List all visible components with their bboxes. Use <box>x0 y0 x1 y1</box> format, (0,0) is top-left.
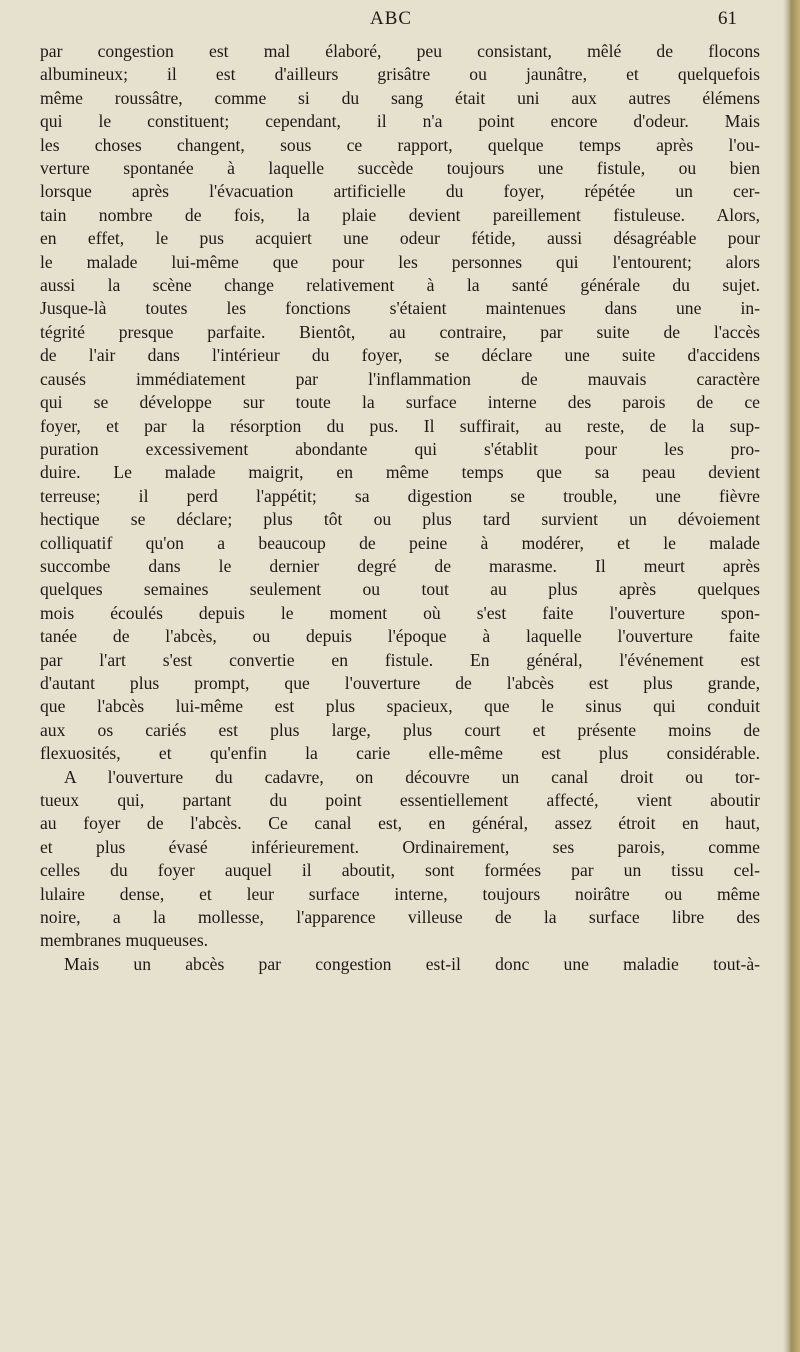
text-line: au foyer de l'abcès. Ce canal est, en général, assez étroit en haut, <box>40 813 760 834</box>
text-line: Mais un abcès par congestion est-il donc une maladie tout-à- <box>64 953 760 974</box>
text-line: d'autant plus prompt, que l'ouverture de l'abcès est plus grande, <box>40 672 760 693</box>
text-line: par congestion est mal élaboré, peu consistant, mêlé de flocons <box>40 41 760 61</box>
text-line: qui se développe sur toute la surface interne des parois de ce <box>40 392 760 413</box>
text-line: membranes muqueuses. <box>40 930 209 951</box>
page-edge <box>783 0 800 1352</box>
text-line: en effet, le pus acquiert une odeur fétide, aussi désagréable pour <box>40 228 760 249</box>
text-line: succombe dans le dernier degré de marasme. Il meurt après <box>40 555 760 576</box>
text-line: de l'air dans l'intérieur du foyer, se déclare une suite d'accidens <box>40 345 760 366</box>
text-line: tanée de l'abcès, ou depuis l'époque à laquelle l'ouverture faite <box>40 626 760 647</box>
text-line: mois écoulés depuis le moment où s'est faite l'ouverture spon- <box>40 602 760 623</box>
text-line: lorsque après l'évacuation artificielle du foyer, répétée un cer- <box>40 181 760 202</box>
text-line: verture spontanée à laquelle succède toujours une fistule, ou bien <box>40 158 760 179</box>
text-line: qui le constituent; cependant, il n'a point encore d'odeur. Mais <box>40 111 760 132</box>
text-line: lulaire dense, et leur surface interne, toujours noirâtre ou même <box>40 883 760 904</box>
text-line: foyer, et par la résorption du pus. Il suffirait, au reste, de la sup- <box>40 415 760 436</box>
text-line: tueux qui, partant du point essentiellement affecté, vient aboutir <box>40 790 760 810</box>
text-line: noire, a la mollesse, l'apparence villeuse de la surface libre des <box>40 907 760 928</box>
text-line: causés immédiatement par l'inflammation de mauvais caractère <box>40 368 760 389</box>
text-line: tégrité presque parfaite. Bientôt, au contraire, par suite de l'accès <box>40 321 760 342</box>
text-line: quelques semaines seulement ou tout au plus après quelques <box>40 579 760 600</box>
running-head-title: ABC <box>370 8 413 29</box>
text-line: celles du foyer auquel il aboutit, sont formées par un tissu cel- <box>40 860 760 881</box>
text-line: terreuse; il perd l'appétit; sa digestion se trouble, une fièvre <box>40 485 760 506</box>
text-line: albumineux; il est d'ailleurs grisâtre ou jaunâtre, et quelquefois <box>40 64 760 85</box>
text-line: les choses changent, sous ce rapport, quelque temps après l'ou- <box>40 134 760 155</box>
text-line: A l'ouverture du cadavre, on découvre un canal droit ou tor- <box>64 766 760 787</box>
text-line: même roussâtre, comme si du sang était uni aux autres élémens <box>40 87 760 108</box>
body-text <box>40 40 760 976</box>
text-line: par l'art s'est convertie en fistule. En général, l'événement est <box>40 649 760 670</box>
text-line: flexuosités, et qu'enfin la carie elle-même est plus considérable. <box>40 743 760 764</box>
text-line: puration excessivement abondante qui s'établit pour les pro- <box>40 438 760 459</box>
text-line: aux os cariés est plus large, plus court et présente moins de <box>40 719 760 740</box>
text-line: tain nombre de fois, la plaie devient pareillement fistuleuse. Alors, <box>40 204 760 225</box>
text-line: colliquatif qu'on a beaucoup de peine à modérer, et le malade <box>40 532 760 553</box>
text-line: et plus évasé inférieurement. Ordinairement, ses parois, comme <box>40 836 760 857</box>
text-line: le malade lui-même que pour les personnes qui l'entourent; alors <box>40 251 760 272</box>
text-line: hectique se déclare; plus tôt ou plus tard survient un dévoiement <box>40 509 760 530</box>
text-line: duire. Le malade maigrit, en même temps que sa peau devient <box>40 462 760 483</box>
text-line: Jusque-là toutes les fonctions s'étaient maintenues dans une in- <box>40 298 760 319</box>
text-line: aussi la scène change relativement à la santé générale du sujet. <box>40 275 760 296</box>
text-line: que l'abcès lui-même est plus spacieux, que le sinus qui conduit <box>40 696 760 717</box>
page-number: 61 <box>718 8 737 29</box>
running-head <box>0 8 783 34</box>
